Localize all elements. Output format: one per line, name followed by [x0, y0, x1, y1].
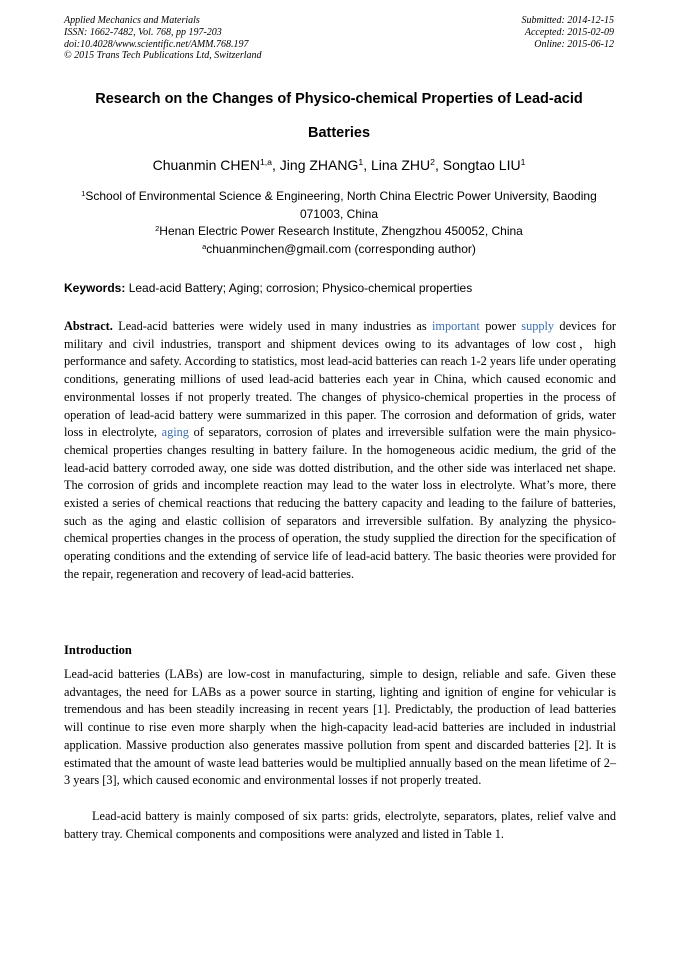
- introduction-paragraph-1: Lead-acid batteries (LABs) are low-cost in manufacturing, simple to design, reliable and safe. Given these advantages, the need for LABs as a power source in starting, lighting and ignition of engine for vehicular is tremendous and has been steadily increasing in recent years [1]. Predictably, the production of lead batteries will continue to rise even more sharply when the high-capacity lead-acid batteries are included in industrial application. Massive production also generates massive pollution from spent and discarded batteries [2]. It is estimated that the amount of waste lead batteries would be multiplied annually based on the mean lifetime of 2–3 years [3], which caused economic and environmental losses if not properly treated.: [64, 667, 616, 788]
- affiliation-text: School of Environmental Science & Engineering, North China Electric Power University, Baoding: [85, 189, 597, 203]
- author-name: Jing ZHANG: [279, 157, 359, 173]
- affiliation-mark: 2: [155, 223, 160, 233]
- abstract-label: Abstract.: [64, 319, 113, 333]
- journal-copyright: © 2015 Trans Tech Publications Ltd, Switzerland: [64, 50, 262, 62]
- abstract: [64, 318, 616, 584]
- abstract-text: devices for military and civil industries, transport and shipment devices owing to its advantages of low cost，high performance and safety. According to statistics, most lead-acid batteries can reach 1-2 years life under operating conditions, generating millions of used lead-acid batteries each year in China, which caused economic and environmental losses if not properly treated. The changes of physico-chemical properties in the process of operation of lead-acid battery were summarized in this paper. The corrosion and deformation of grids, water loss in electrolyte,: [64, 319, 616, 440]
- keywords-text: Lead-acid Battery; Aging; corrosion; Physico-chemical properties: [128, 281, 473, 295]
- introduction-paragraph-2: Lead-acid battery is mainly composed of six parts: grids, electrolyte, separators, plates, relief valve and battery tray. Chemical components and compositions were analyzed and listed in Table 1.: [64, 809, 616, 841]
- author-separator: ,: [434, 157, 443, 173]
- author-name: Chuanmin CHEN: [152, 157, 260, 173]
- publication-dates: [522, 15, 615, 50]
- submitted-date: Submitted: 2014-12-15: [521, 15, 614, 26]
- accepted-date: Accepted: 2015-02-09: [524, 26, 614, 38]
- abstract-highlight: supply: [521, 319, 555, 333]
- journal-name: Applied Mechanics and Materials: [64, 15, 200, 26]
- author-affiliation-mark: 1: [358, 157, 364, 168]
- author-name: Songtao LIU: [442, 157, 521, 173]
- author-separator: ,: [363, 157, 371, 173]
- abstract-text: Lead-acid batteries were widely used in many industries as: [118, 319, 433, 333]
- keywords-label: Keywords:: [64, 281, 126, 295]
- keywords: [64, 281, 616, 295]
- author-affiliation-mark: 1: [520, 157, 526, 168]
- online-date: Online: 2015-06-12: [534, 38, 614, 50]
- author-separator: ,: [272, 157, 280, 173]
- author-name: Lina ZHU: [370, 157, 431, 173]
- abstract-text: of separators, corrosion of plates and irreversible sulfation were the main physico-chemical properties changes resulting in battery failure. In the homogeneous acidic medium, the grid of the lead-acid battery corroded away, one side was dotted distribution, and the other side was interlaced net shape. The corrosion of grids and incomplete reaction may lead to the water loss in electrolyte. What’s more, there existed a series of chemical reactions that reducing the battery capacity and leading to the failure of batteries, such as the aging and elastic collision of separators and irreversible sulfation. By analyzing the physico-chemical properties changes in the process of operation, the study supplied the direction for the specification of operating conditions and the extending of service life of lead-acid battery. The basic theories were provided for the repair, regeneration and recovery of lead-acid batteries.: [64, 425, 616, 581]
- affiliation-1: [40, 189, 638, 203]
- journal-issn: ISSN: 1662-7482, Vol. 768, pp 197-203: [64, 26, 222, 38]
- paper-title-line-1: Research on the Changes of Physico-chemical Properties of Lead-acid: [95, 91, 583, 107]
- affiliation-text: Henan Electric Power Research Institute, Zhengzhou 450052, China: [159, 224, 523, 238]
- abstract-text: power: [479, 319, 522, 333]
- author-affiliation-mark: 1,a: [259, 157, 273, 168]
- email-mark: a: [202, 241, 207, 251]
- author-affiliation-mark: 2: [430, 157, 435, 168]
- paper-title-line-2: Batteries: [307, 125, 371, 141]
- journal-doi: doi:10.4028/www.scientific.net/AMM.768.197: [64, 38, 249, 50]
- author-list: [40, 157, 638, 173]
- introduction-heading: Introduction: [64, 643, 132, 657]
- journal-info: [64, 15, 262, 62]
- corresponding-email: [40, 242, 638, 256]
- email-text: chuanminchen@gmail.com (corresponding author): [206, 242, 476, 256]
- affiliation-2: [40, 224, 638, 238]
- affiliation-mark: 1: [81, 188, 86, 198]
- abstract-highlight: important: [432, 319, 480, 333]
- abstract-highlight: aging: [161, 425, 189, 440]
- affiliation-1-continued: 071003, China: [299, 207, 379, 221]
